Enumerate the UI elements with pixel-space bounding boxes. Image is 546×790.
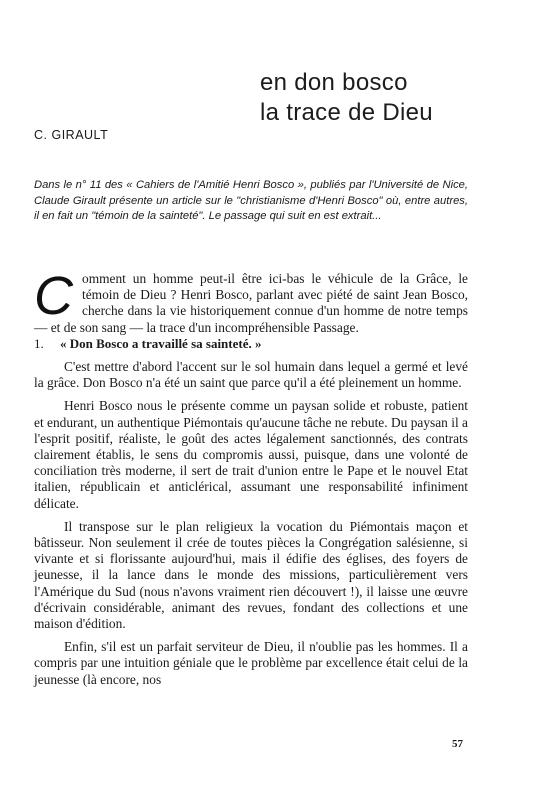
author-name: C. GIRAULT <box>34 128 109 142</box>
title-line-1: en don bosco <box>260 69 408 96</box>
paragraph: Enfin, s'il est un parfait serviteur de Dieu, il n'oublie pas les hommes. Il a compris par une intuition géniale que le problème par excellence était celui de la jeunesse (là encore, nos <box>34 639 468 687</box>
intro-paragraph: Dans le n° 11 des « Cahiers de l'Amitié Henri Bosco », publiés par l'Université de Nice, Claude Girault présente un article sur le "christianisme d'Henri Bosco" où, entre autres, il en fait un "témoin de la sainteté". Le passage qui suit en est extrait... <box>34 179 468 222</box>
paragraph: C'est mettre d'abord l'accent sur le sol humain dans lequel a germé et levé la grâce. Don Bosco n'a été un saint que parce qu'il a été pleinement un homme. <box>34 359 468 391</box>
drop-cap: C <box>34 266 73 326</box>
title-line-2: la trace de Dieu <box>260 99 433 126</box>
section-number: 1. <box>34 335 44 351</box>
paragraph: Henri Bosco nous le présente comme un paysan solide et robuste, patient et endurant, un authentique Piémontais qu'aucune tâche ne rebute. Du paysan il a l'esprit positif, réaliste, le goût des actes légalement sanctionnés, des contrats clairement établis, le sens du compromis aussi, puisque, dans une volonté de conciliation très moderne, il sert de trait d'union entre le Pape et le nouvel Etat italien, républicain et anticlérical, assumant une responsabilité infiniment délicate. <box>34 398 468 511</box>
section-title: « Don Bosco a travaillé sa sainteté. » <box>60 335 262 351</box>
article-title <box>260 68 433 128</box>
article-body <box>34 266 468 688</box>
opening-paragraph <box>34 266 468 336</box>
opening-text: omment un homme peut-il être ici-bas le véhicule de la Grâce, le témoin de Dieu ? Henri Bosco, parlant avec piété de saint Jean Bosco, cherche dans la vie historiquement connue d'un homme de notre temps — et de son sang — la trace d'un incompréhensible Passage. <box>34 271 468 335</box>
section-heading <box>34 336 468 352</box>
page-number: 57 <box>452 738 463 750</box>
paragraph: Il transpose sur le plan religieux la vocation du Piémontais maçon et bâtisseur. Non seulement il crée de toutes pièces la Congrégation salésienne, si vivante et si florissante aujourd'hui, mais il édifie des églises, des foyers de jeunesse, il la lance dans le monde des missions, particulièrement vers l'Amérique du Sud (nous n'avons vraiment rien découvert !), il laisse une œuvre d'écrivain considérable, animant des revues, fondant des collections et une maison d'édition. <box>34 518 468 632</box>
